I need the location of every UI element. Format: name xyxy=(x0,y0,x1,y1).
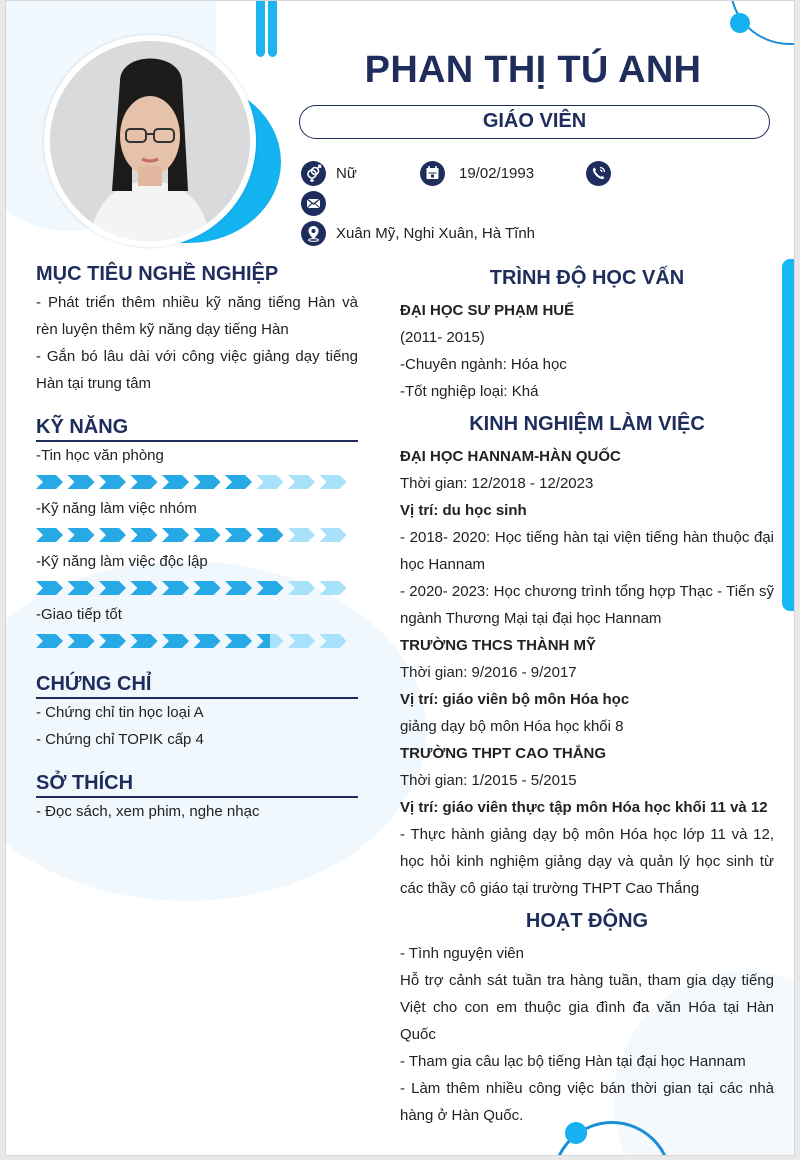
skill-chevron-filled xyxy=(99,475,126,489)
activity-item: - Làm thêm nhiều công việc bán thời gian tại các nhà hàng ở Hàn Quốc. xyxy=(400,1080,774,1124)
certificate-item: - Chứng chỉ TOPIK cấp 4 xyxy=(36,731,204,748)
job-detail: giảng dạy bộ môn Hóa học khối 8 xyxy=(400,718,624,735)
decor-right-bar xyxy=(782,259,794,611)
phone-icon xyxy=(586,161,611,186)
objective-item: - Gắn bó lâu dài với công việc giảng dạy tiếng Hàn tại trung tâm xyxy=(36,348,358,392)
activity-item: - Tình nguyện viên xyxy=(400,945,524,962)
skill-chevron-filled xyxy=(131,581,158,595)
skill-chevron-filled xyxy=(257,581,284,595)
skill-chevron-filled xyxy=(194,581,221,595)
gender-icon xyxy=(301,161,326,186)
job-org: TRƯỜNG THPT CAO THẮNG xyxy=(400,745,607,762)
skill-chevron-filled xyxy=(68,634,95,648)
skill-chevron-filled xyxy=(225,634,252,648)
address-value: Xuân Mỹ, Nghi Xuân, Hà Tĩnh xyxy=(336,225,535,242)
job-role: Vị trí: du học sinh xyxy=(400,502,527,519)
skill-chevron-filled xyxy=(68,581,95,595)
skills-heading: KỸ NĂNG xyxy=(36,416,129,438)
calendar-icon xyxy=(420,161,445,186)
skill-label: -Kỹ năng làm việc nhóm xyxy=(36,500,197,517)
experience-heading: KINH NGHIỆM LÀM VIỆC xyxy=(469,413,705,435)
skill-chevron-filled xyxy=(131,634,158,648)
education-block xyxy=(400,297,774,405)
hobbies-heading: SỞ THÍCH xyxy=(36,772,134,794)
job-time: Thời gian: 1/2015 - 5/2015 xyxy=(400,772,577,789)
skill-chevron xyxy=(320,528,347,542)
skill-chevron xyxy=(320,634,347,648)
skill-chevron-filled xyxy=(225,475,252,489)
activity-item: Hỗ trợ cảnh sát tuần tra hàng tuần, tham gia dạy tiếng Việt cho con em thuộc gia đình đa văn Hóa tại Hàn Quốc xyxy=(400,972,774,1043)
job-detail: - 2018- 2020: Học tiếng hàn tại viện tiếng hàn thuộc đại học Hannam xyxy=(400,529,774,573)
decor-dot-top xyxy=(730,13,750,33)
location-icon xyxy=(301,221,326,246)
education-school: ĐẠI HỌC SƯ PHẠM HUẾ xyxy=(400,302,575,319)
skill-chevron-filled xyxy=(162,581,189,595)
skill-chevron-filled xyxy=(225,581,252,595)
education-major: -Chuyên ngành: Hóa học xyxy=(400,356,567,373)
skill-level-bar xyxy=(36,474,356,490)
certificates-list xyxy=(36,699,358,753)
skill-chevron-filled xyxy=(99,528,126,542)
skill-chevron xyxy=(288,581,315,595)
job-detail: - 2020- 2023: Học chương trình tổng hợp Thạc - Tiến sỹ ngành Thương Mại tại đại học Hannam xyxy=(400,583,774,627)
certificates-heading: CHỨNG CHỈ xyxy=(36,673,152,695)
skill-chevron-filled xyxy=(257,528,284,542)
skill-label: -Kỹ năng làm việc độc lập xyxy=(36,553,208,570)
skill-chevron-filled xyxy=(36,528,63,542)
email-icon xyxy=(301,191,326,216)
education-grade: -Tốt nghiệp loại: Khá xyxy=(400,383,539,400)
activities-block xyxy=(400,940,774,1129)
job-time: Thời gian: 9/2016 - 9/2017 xyxy=(400,664,577,681)
skill-chevron xyxy=(320,475,347,489)
skill-chevron-filled xyxy=(225,528,252,542)
skill-chevron xyxy=(257,475,284,489)
skill-chevron-filled xyxy=(36,475,63,489)
skill-chevron-filled xyxy=(194,528,221,542)
job-org: ĐẠI HỌC HANNAM-HÀN QUỐC xyxy=(400,448,621,465)
job-time: Thời gian: 12/2018 - 12/2023 xyxy=(400,475,594,492)
skill-chevron-filled xyxy=(131,528,158,542)
skill-chevron-filled xyxy=(36,581,63,595)
skill-chevron-filled xyxy=(131,475,158,489)
skill-chevron-filled xyxy=(162,528,189,542)
activities-heading: HOẠT ĐỘNG xyxy=(525,910,649,932)
hobbies-list xyxy=(36,798,358,825)
cv-page xyxy=(5,0,795,1156)
skill-label: -Giao tiếp tốt xyxy=(36,606,122,623)
candidate-name: PHAN THỊ TÚ ANH xyxy=(364,49,702,91)
profile-photo xyxy=(50,41,250,241)
skill-chevron-filled xyxy=(68,528,95,542)
profile-photo-frame xyxy=(44,35,256,247)
objective-heading: MỤC TIÊU NGHỀ NGHIỆP xyxy=(36,263,279,285)
skill-chevron xyxy=(288,475,315,489)
job-title-badge: GIÁO VIÊN xyxy=(299,105,770,139)
skill-chevron-filled xyxy=(99,581,126,595)
skill-chevron-filled xyxy=(194,634,221,648)
skill-chevron xyxy=(288,634,315,648)
objective-text xyxy=(36,289,358,397)
skill-chevron xyxy=(288,528,315,542)
skill-label: -Tin học văn phòng xyxy=(36,447,164,464)
experience-block xyxy=(400,443,774,902)
skill-chevron-filled xyxy=(99,634,126,648)
job-role: Vị trí: giáo viên bộ môn Hóa học xyxy=(400,691,630,708)
skill-chevron xyxy=(320,581,347,595)
education-heading: TRÌNH ĐỘ HỌC VẤN xyxy=(489,267,685,289)
activity-item: - Tham gia câu lạc bộ tiếng Hàn tại đại học Hannam xyxy=(400,1053,746,1070)
skill-level-bar xyxy=(36,633,356,649)
skill-level-bar xyxy=(36,527,356,543)
skill-chevron-filled xyxy=(162,475,189,489)
certificate-item: - Chứng chỉ tin học loại A xyxy=(36,704,204,721)
objective-item: - Phát triển thêm nhiều kỹ năng tiếng Hàn và rèn luyện thêm kỹ năng dạy tiếng Hàn xyxy=(36,294,358,338)
gender-value: Nữ xyxy=(336,165,357,182)
skill-chevron-filled xyxy=(36,634,63,648)
education-years: (2011- 2015) xyxy=(400,329,485,346)
skill-chevron-filled xyxy=(194,475,221,489)
birthdate-value: 19/02/1993 xyxy=(459,165,535,182)
job-org: TRƯỜNG THCS THÀNH MỸ xyxy=(400,637,597,654)
skill-chevron-filled xyxy=(68,475,95,489)
skill-level-bar xyxy=(36,580,356,596)
hobby-item: - Đọc sách, xem phim, nghe nhạc xyxy=(36,803,260,820)
skill-chevron-filled xyxy=(162,634,189,648)
job-detail: - Thực hành giảng dạy bộ môn Hóa học lớp 11 và 12, học hỏi kinh nghiệm giảng dạy và quản lý học sinh từ các thầy cô giáo tại trường THPT Cao Thắng xyxy=(400,826,774,897)
job-role: Vị trí: giáo viên thực tập môn Hóa học khối 11 và 12 xyxy=(400,799,768,816)
skills-divider xyxy=(36,440,358,442)
